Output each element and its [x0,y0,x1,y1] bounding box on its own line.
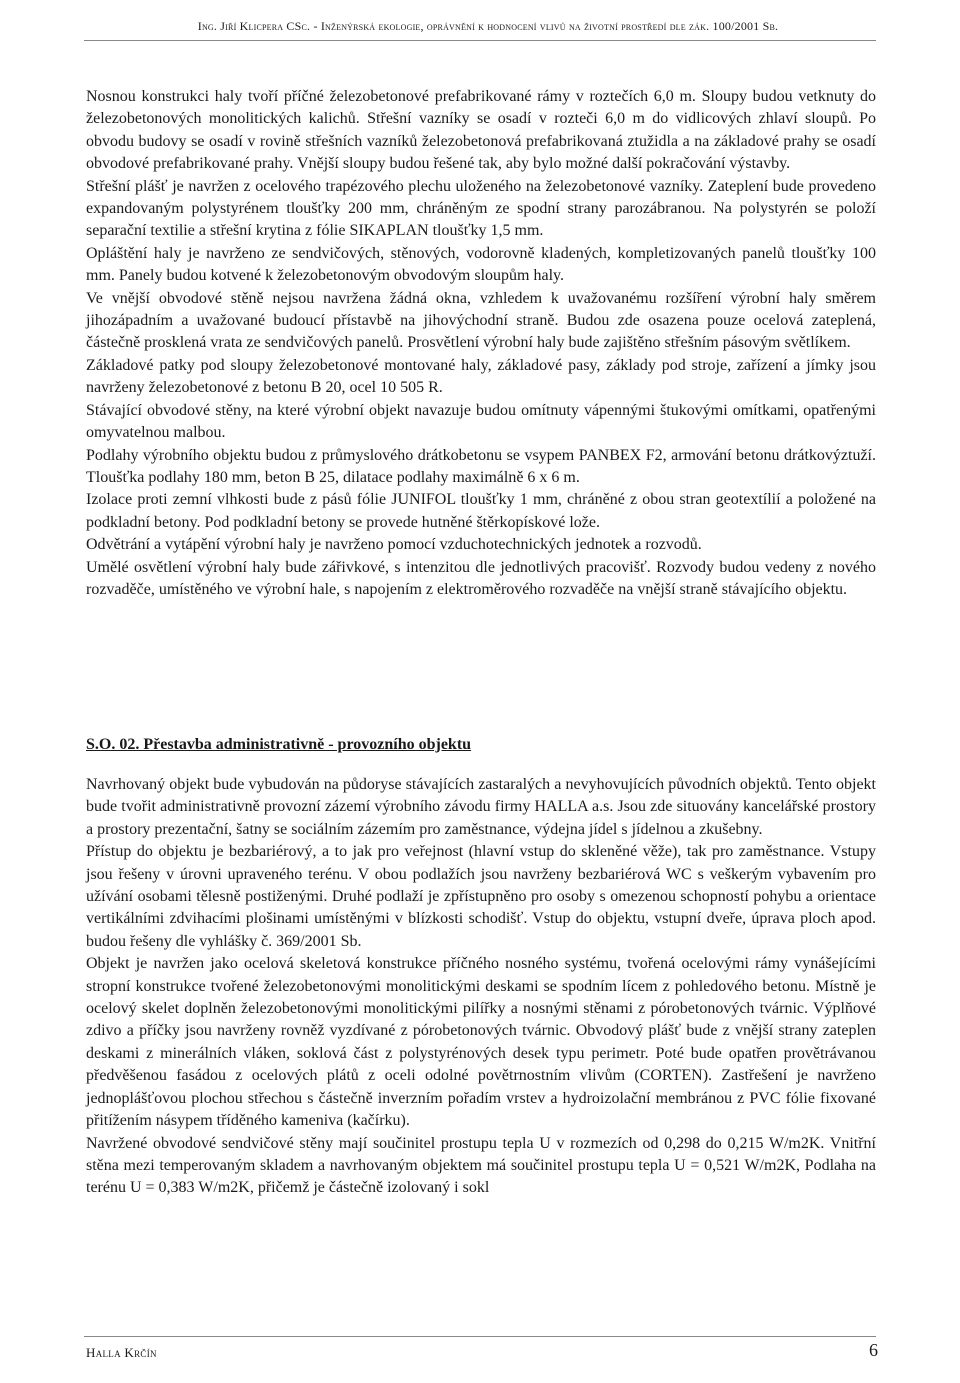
paragraph: Stávající obvodové stěny, na které výrobní objekt navazuje budou omítnuty vápennými štukovými omítkami, opatřenými omyvatelnou malbou. [86,401,876,442]
footer-rule [84,1336,876,1337]
footer-company: Halla Krčín [86,1345,157,1360]
paragraph: Navržené obvodové sendvičové stěny mají součinitel prostupu tepla U v rozmezích od 0,298 do 0,215 W/m2K. Vnitřní stěna mezi temperovaným skladem a navrhovaným objektem má součinitel prostupu tepla U = 0,521 W/m2K, Podlaha na terénu U = 0,383 W/m2K, přičemž je částečně izolovaný i sokl [86,1134,876,1197]
paragraph: Izolace proti zemní vlhkosti bude z pásů fólie JUNIFOL tloušťky 1 mm, chráněné z obou stran geotextílií a položené na podkladní betony. Pod podkladní betony se provede hutněné štěrkopískové lože. [86,491,876,531]
paragraph: Navrhovaný objekt bude vybudován na půdoryse stávajících zastaralých a nevyhovujících původních objektů. Tento objekt bude tvořit administrativně provozní zázemí výrobního závodu firmy HALLA a.s. Jsou zde situovány kancelářské prostory a prostory prezentační, šatny se sociálním zázemím pro zaměstnance, výdejna jídel s jídelnou a zkušebny. [86,776,876,838]
paragraph: Odvětrání a vytápění výrobní haly je navrženo pomocí vzduchotechnických jednotek a rozvodů. [86,536,702,554]
section-heading: S.O. 02. Přestavba administrativně - provozního objektu [86,736,472,753]
paragraph: Ve vnější obvodové stěně nejsou navržena žádná okna, vzhledem k uvažovanému rozšíření výrobní haly směrem jihozápadním a uvažované budoucí přístavbě na jihovýchodní straně. Budou zde osazena pouze ocelová zateplená, částečně prosklená vrata ze sendvičových panelů. Prosvětlení výrobní haly bude zajištěno střešním pásovým světlíkem. [86,289,876,352]
paragraph: Střešní plášť je navržen z ocelového trapézového plechu uloženého na železobetonové vazníky. Zateplení bude provedeno expandovaným polystyrénem tloušťky 200 mm, chráněným ze spodní strany parozábranou. Na polystyrén se položí separační textilie a střešní krytina z fólie SIKAPLAN tloušťky 1,5 mm. [86,177,876,240]
paragraph: Objekt je navržen jako ocelová skeletová konstrukce příčného nosného systému, tvořená ocelovými rámy vynášejícími stropní konstrukce tvořené železobetonovými monolitickými deskami se spodním lícem z pohledového betonu. Místně je ocelový skelet doplněn železobetonovými monolitickými pilířky a nosnými stěnami z pórobetonových tvárnic. Výplňové zdivo a příčky jsou navrženy rovněž vyzdívané z pórobetonových tvárnic. Obvodový plášť bude z vnější strany zateplen deskami z minerálních vláken, soklová část z polystyrénových desek typu perimetr. Poté bude opatřen provětrávanou předvěšenou fasádou z ocelových plátů z oceli odolné povětrnostním vlivům (CORTEN). Zastřešení je navrženo jednoplášťovou plochou střechou s částečně inverzním pořadím vrstev a hydroizolační membránou z PVC fólie fixované přitížením násypem tříděného kameniva (kačírku). [86,955,876,1130]
paragraph: Přístup do objektu je bezbariérový, a to jak pro veřejnost (hlavní vstup do skleněné věže), tak pro zaměstnance. Vstupy jsou řešeny v úrovni upraveného terénu. V obou podlažích jsou navrženy bezbariérová WC s veškerým vybavením pro užívání osobami tělesně postiženými. Druhé podlaží je zpřístupněno pro osoby s omezenou schopností pohybu a orientace vertikálními zdvihacími plošinami umístěnými v blízkosti schodišť. Vstup do objektu, vstupní dveře, úprava ploch apod. budou řešeny dle vyhlášky č. 369/2001 Sb. [86,843,876,950]
paragraph: Základové patky pod sloupy železobetonové montované haly, základové pasy, základy pod stroje, zařízení a jímky jsou navrženy železobetonové z betonu B 20, ocel 10 505 R. [86,356,876,397]
paragraph: Nosnou konstrukci haly tvoří příčné železobetonové prefabrikované rámy v roztečích 6,0 m. Sloupy budou vetknuty do železobetonových monolitických kalichů. Střešní vazníky se osadí v rozteči 6,0 m do vidlicových zhlaví sloupů. Po obvodu budovy se osadí v rovině střešních vazníků železobetonová prefabrikovaná ztužidla a na základové prahy se osadí obvodové prefabrikované prahy. Vnější sloupy budou řešené tak, aby bylo možné další pokračování výstavby. [86,88,876,173]
paragraph: Podlahy výrobního objektu budou z průmyslového drátkobetonu se vsypem PANBEX F2, armování betonu drátkovýztuží. Tloušťka podlahy 180 mm, beton B 25, dilatace podlahy maximálně 6 x 6 m. [86,446,876,486]
body-text-section-2 [86,774,876,1200]
header-rule [84,40,876,41]
paragraph: Opláštění haly je navrženo ze sendvičových, stěnových, vodorovně kladených, kompletizovaných panelů tloušťky 100 mm. Panely budou kotvené k železobetonovým obvodovým sloupům haly. [86,244,876,285]
body-text-section-1 [86,86,876,601]
paragraph: Umělé osvětlení výrobní haly bude zářivkové, s intenzitou dle jednotlivých pracovišť. Rozvody budou vedeny z nového rozvaděče, umístěného ve výrobní hale, s napojením z elektroměrového rozvaděče na vnější straně stávajícího objektu. [86,558,876,598]
page-header: Ing. Jiří Klicpera CSc. - Inženýrská ekologie, oprávnění k hodnocení vlivů na životní prostředí dle zák. 100/2001 Sb. [197,19,779,33]
page-number: 6 [869,1340,878,1360]
